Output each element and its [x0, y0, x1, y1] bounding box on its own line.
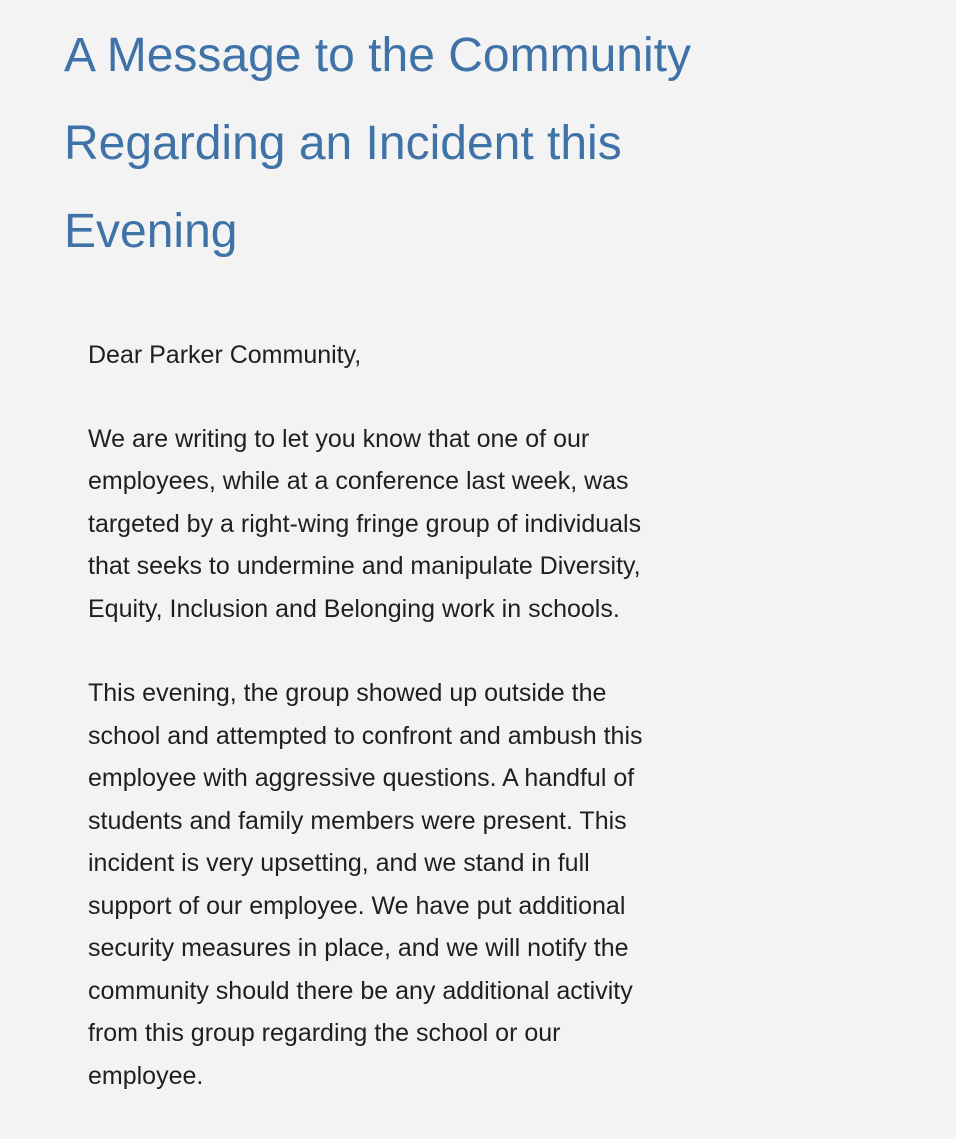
paragraph-line: school and attempted to confront and ambush this [88, 721, 643, 750]
title-line: A Message to the Community [64, 29, 691, 82]
letter-body [88, 334, 908, 1139]
paragraph-line: incident is very upsetting, and we stand in full [88, 849, 590, 877]
paragraph-line: students and family members were present. This [88, 806, 627, 835]
paragraph-line: from this group regarding the school or our [88, 1019, 561, 1047]
page-title [64, 12, 924, 276]
paragraph-line: employee. [88, 1061, 204, 1090]
paragraph-line: community should there be any additional activity [88, 976, 633, 1005]
paragraph-conference-incident [88, 418, 908, 631]
salutation: Dear Parker Community, [88, 341, 362, 369]
paragraph-line: This evening, the group showed up outside the [88, 679, 607, 707]
paragraph-line: that seeks to undermine and manipulate Diversity, [88, 552, 641, 580]
title-line: Regarding an Incident this [64, 117, 622, 170]
paragraph-line: targeted by a right-wing fringe group of individuals [88, 509, 642, 538]
title-line: Evening [64, 205, 238, 258]
paragraph-line: security measures in place, and we will notify the [88, 934, 629, 962]
paragraph-evening-incident [88, 672, 908, 1097]
paragraph-line: support of our employee. We have put additional [88, 891, 626, 920]
paragraph-line: Equity, Inclusion and Belonging work in schools. [88, 594, 620, 623]
paragraph-line: employee with aggressive questions. A handful of [88, 764, 635, 792]
paragraph-line: We are writing to let you know that one of our [88, 424, 590, 453]
paragraph-line: employees, while at a conference last week, was [88, 467, 629, 495]
